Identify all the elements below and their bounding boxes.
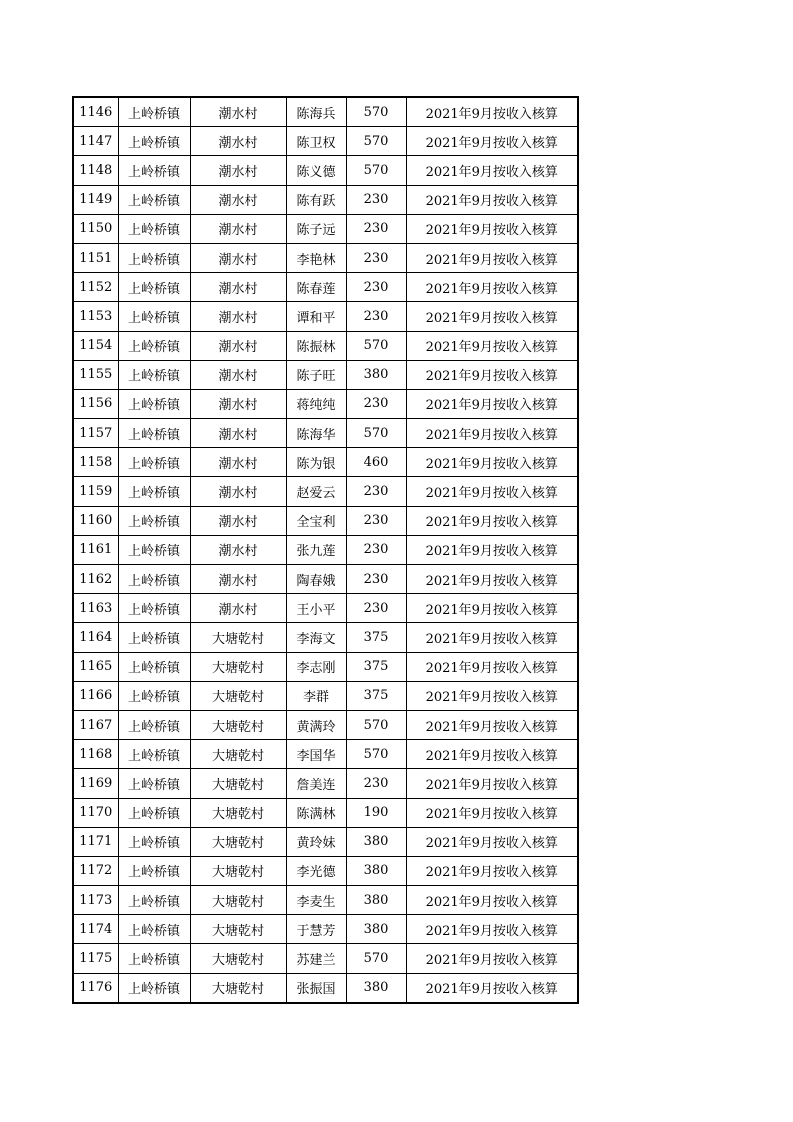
- table-row: [73, 798, 578, 827]
- name-cell: 全宝利: [286, 506, 346, 535]
- note-cell: 2021年9月按收入核算: [406, 652, 578, 681]
- table-row: [73, 389, 578, 418]
- town-cell: 上岭桥镇: [118, 681, 190, 710]
- name-cell: 陈振林: [286, 331, 346, 360]
- amount-cell: 190: [346, 798, 406, 827]
- amount-cell: 570: [346, 127, 406, 156]
- village-cell: 大塘乾村: [190, 769, 286, 798]
- note-cell: 2021年9月按收入核算: [406, 506, 578, 535]
- town-cell: 上岭桥镇: [118, 710, 190, 739]
- subsidy-table: [72, 96, 579, 1004]
- village-cell: 大塘乾村: [190, 740, 286, 769]
- town-cell: 上岭桥镇: [118, 243, 190, 272]
- village-cell: 潮水村: [190, 185, 286, 214]
- name-cell: 张九莲: [286, 535, 346, 564]
- amount-cell: 230: [346, 565, 406, 594]
- note-cell: 2021年9月按收入核算: [406, 740, 578, 769]
- row-number-cell: 1167: [73, 710, 118, 739]
- row-number-cell: 1165: [73, 652, 118, 681]
- amount-cell: 230: [346, 477, 406, 506]
- note-cell: 2021年9月按收入核算: [406, 419, 578, 448]
- amount-cell: 570: [346, 740, 406, 769]
- row-number-cell: 1166: [73, 681, 118, 710]
- amount-cell: 375: [346, 681, 406, 710]
- town-cell: 上岭桥镇: [118, 886, 190, 915]
- row-number-cell: 1152: [73, 273, 118, 302]
- table-row: [73, 214, 578, 243]
- village-cell: 潮水村: [190, 97, 286, 127]
- row-number-cell: 1154: [73, 331, 118, 360]
- town-cell: 上岭桥镇: [118, 623, 190, 652]
- amount-cell: 230: [346, 243, 406, 272]
- row-number-cell: 1176: [73, 973, 118, 1003]
- town-cell: 上岭桥镇: [118, 827, 190, 856]
- town-cell: 上岭桥镇: [118, 273, 190, 302]
- name-cell: 苏建兰: [286, 944, 346, 973]
- village-cell: 潮水村: [190, 419, 286, 448]
- note-cell: 2021年9月按收入核算: [406, 302, 578, 331]
- town-cell: 上岭桥镇: [118, 477, 190, 506]
- amount-cell: 380: [346, 886, 406, 915]
- table-row: [73, 302, 578, 331]
- row-number-cell: 1170: [73, 798, 118, 827]
- town-cell: 上岭桥镇: [118, 798, 190, 827]
- table-row: [73, 827, 578, 856]
- row-number-cell: 1160: [73, 506, 118, 535]
- row-number-cell: 1155: [73, 360, 118, 389]
- town-cell: 上岭桥镇: [118, 506, 190, 535]
- town-cell: 上岭桥镇: [118, 185, 190, 214]
- row-number-cell: 1163: [73, 594, 118, 623]
- village-cell: 潮水村: [190, 506, 286, 535]
- row-number-cell: 1175: [73, 944, 118, 973]
- table-row: [73, 360, 578, 389]
- village-cell: 潮水村: [190, 594, 286, 623]
- village-cell: 潮水村: [190, 360, 286, 389]
- table-body: [73, 97, 578, 1003]
- table-row: [73, 623, 578, 652]
- note-cell: 2021年9月按收入核算: [406, 127, 578, 156]
- name-cell: 黄玲妹: [286, 827, 346, 856]
- village-cell: 潮水村: [190, 389, 286, 418]
- name-cell: 黄满玲: [286, 710, 346, 739]
- name-cell: 陈海兵: [286, 97, 346, 127]
- name-cell: 陈义德: [286, 156, 346, 185]
- village-cell: 大塘乾村: [190, 798, 286, 827]
- village-cell: 大塘乾村: [190, 915, 286, 944]
- row-number-cell: 1151: [73, 243, 118, 272]
- note-cell: 2021年9月按收入核算: [406, 944, 578, 973]
- name-cell: 于慧芳: [286, 915, 346, 944]
- name-cell: 李艳林: [286, 243, 346, 272]
- note-cell: 2021年9月按收入核算: [406, 156, 578, 185]
- village-cell: 大塘乾村: [190, 652, 286, 681]
- amount-cell: 375: [346, 652, 406, 681]
- name-cell: 赵爱云: [286, 477, 346, 506]
- town-cell: 上岭桥镇: [118, 652, 190, 681]
- table-row: [73, 97, 578, 127]
- note-cell: 2021年9月按收入核算: [406, 243, 578, 272]
- row-number-cell: 1153: [73, 302, 118, 331]
- amount-cell: 230: [346, 185, 406, 214]
- name-cell: 陶春娥: [286, 565, 346, 594]
- amount-cell: 570: [346, 156, 406, 185]
- table-row: [73, 243, 578, 272]
- name-cell: 李志刚: [286, 652, 346, 681]
- table-row: [73, 681, 578, 710]
- note-cell: 2021年9月按收入核算: [406, 331, 578, 360]
- note-cell: 2021年9月按收入核算: [406, 477, 578, 506]
- amount-cell: 570: [346, 944, 406, 973]
- amount-cell: 230: [346, 273, 406, 302]
- table-row: [73, 448, 578, 477]
- amount-cell: 230: [346, 302, 406, 331]
- name-cell: 李麦生: [286, 886, 346, 915]
- note-cell: 2021年9月按收入核算: [406, 535, 578, 564]
- amount-cell: 230: [346, 535, 406, 564]
- table-row: [73, 710, 578, 739]
- note-cell: 2021年9月按收入核算: [406, 360, 578, 389]
- amount-cell: 230: [346, 769, 406, 798]
- table-row: [73, 535, 578, 564]
- note-cell: 2021年9月按收入核算: [406, 273, 578, 302]
- village-cell: 大塘乾村: [190, 827, 286, 856]
- note-cell: 2021年9月按收入核算: [406, 827, 578, 856]
- amount-cell: 460: [346, 448, 406, 477]
- note-cell: 2021年9月按收入核算: [406, 97, 578, 127]
- amount-cell: 570: [346, 97, 406, 127]
- name-cell: 李光德: [286, 856, 346, 885]
- town-cell: 上岭桥镇: [118, 214, 190, 243]
- village-cell: 潮水村: [190, 156, 286, 185]
- town-cell: 上岭桥镇: [118, 360, 190, 389]
- village-cell: 潮水村: [190, 273, 286, 302]
- table-row: [73, 769, 578, 798]
- row-number-cell: 1157: [73, 419, 118, 448]
- note-cell: 2021年9月按收入核算: [406, 389, 578, 418]
- amount-cell: 380: [346, 856, 406, 885]
- village-cell: 潮水村: [190, 331, 286, 360]
- table-row: [73, 156, 578, 185]
- village-cell: 大塘乾村: [190, 623, 286, 652]
- row-number-cell: 1162: [73, 565, 118, 594]
- village-cell: 潮水村: [190, 243, 286, 272]
- village-cell: 大塘乾村: [190, 973, 286, 1003]
- village-cell: 大塘乾村: [190, 710, 286, 739]
- village-cell: 潮水村: [190, 565, 286, 594]
- name-cell: 王小平: [286, 594, 346, 623]
- name-cell: 詹美连: [286, 769, 346, 798]
- table-row: [73, 273, 578, 302]
- town-cell: 上岭桥镇: [118, 156, 190, 185]
- row-number-cell: 1146: [73, 97, 118, 127]
- table-row: [73, 886, 578, 915]
- note-cell: 2021年9月按收入核算: [406, 973, 578, 1003]
- amount-cell: 380: [346, 915, 406, 944]
- town-cell: 上岭桥镇: [118, 915, 190, 944]
- town-cell: 上岭桥镇: [118, 944, 190, 973]
- table-row: [73, 915, 578, 944]
- table-row: [73, 652, 578, 681]
- row-number-cell: 1159: [73, 477, 118, 506]
- amount-cell: 230: [346, 594, 406, 623]
- row-number-cell: 1164: [73, 623, 118, 652]
- village-cell: 潮水村: [190, 127, 286, 156]
- amount-cell: 230: [346, 506, 406, 535]
- village-cell: 潮水村: [190, 535, 286, 564]
- table-row: [73, 477, 578, 506]
- row-number-cell: 1161: [73, 535, 118, 564]
- name-cell: 陈满林: [286, 798, 346, 827]
- name-cell: 陈子远: [286, 214, 346, 243]
- town-cell: 上岭桥镇: [118, 448, 190, 477]
- town-cell: 上岭桥镇: [118, 740, 190, 769]
- note-cell: 2021年9月按收入核算: [406, 448, 578, 477]
- row-number-cell: 1168: [73, 740, 118, 769]
- name-cell: 陈卫权: [286, 127, 346, 156]
- table-row: [73, 856, 578, 885]
- table-row: [73, 419, 578, 448]
- name-cell: 张振国: [286, 973, 346, 1003]
- name-cell: 陈春莲: [286, 273, 346, 302]
- table-row: [73, 594, 578, 623]
- village-cell: 大塘乾村: [190, 681, 286, 710]
- table-row: [73, 127, 578, 156]
- town-cell: 上岭桥镇: [118, 973, 190, 1003]
- amount-cell: 380: [346, 360, 406, 389]
- village-cell: 大塘乾村: [190, 944, 286, 973]
- amount-cell: 570: [346, 419, 406, 448]
- table-row: [73, 740, 578, 769]
- village-cell: 潮水村: [190, 302, 286, 331]
- row-number-cell: 1148: [73, 156, 118, 185]
- row-number-cell: 1169: [73, 769, 118, 798]
- town-cell: 上岭桥镇: [118, 856, 190, 885]
- town-cell: 上岭桥镇: [118, 389, 190, 418]
- amount-cell: 230: [346, 389, 406, 418]
- note-cell: 2021年9月按收入核算: [406, 594, 578, 623]
- row-number-cell: 1147: [73, 127, 118, 156]
- town-cell: 上岭桥镇: [118, 419, 190, 448]
- note-cell: 2021年9月按收入核算: [406, 798, 578, 827]
- row-number-cell: 1156: [73, 389, 118, 418]
- village-cell: 潮水村: [190, 477, 286, 506]
- name-cell: 李海文: [286, 623, 346, 652]
- table-row: [73, 506, 578, 535]
- name-cell: 陈子旺: [286, 360, 346, 389]
- name-cell: 谭和平: [286, 302, 346, 331]
- name-cell: 蒋纯纯: [286, 389, 346, 418]
- town-cell: 上岭桥镇: [118, 331, 190, 360]
- name-cell: 李群: [286, 681, 346, 710]
- amount-cell: 380: [346, 827, 406, 856]
- village-cell: 大塘乾村: [190, 856, 286, 885]
- amount-cell: 380: [346, 973, 406, 1003]
- amount-cell: 375: [346, 623, 406, 652]
- name-cell: 陈为银: [286, 448, 346, 477]
- row-number-cell: 1158: [73, 448, 118, 477]
- amount-cell: 570: [346, 710, 406, 739]
- note-cell: 2021年9月按收入核算: [406, 856, 578, 885]
- village-cell: 潮水村: [190, 448, 286, 477]
- note-cell: 2021年9月按收入核算: [406, 565, 578, 594]
- table-row: [73, 944, 578, 973]
- amount-cell: 570: [346, 331, 406, 360]
- row-number-cell: 1172: [73, 856, 118, 885]
- note-cell: 2021年9月按收入核算: [406, 710, 578, 739]
- town-cell: 上岭桥镇: [118, 127, 190, 156]
- note-cell: 2021年9月按收入核算: [406, 185, 578, 214]
- note-cell: 2021年9月按收入核算: [406, 681, 578, 710]
- table-row: [73, 331, 578, 360]
- row-number-cell: 1173: [73, 886, 118, 915]
- village-cell: 潮水村: [190, 214, 286, 243]
- table-row: [73, 565, 578, 594]
- table-row: [73, 185, 578, 214]
- note-cell: 2021年9月按收入核算: [406, 769, 578, 798]
- note-cell: 2021年9月按收入核算: [406, 214, 578, 243]
- note-cell: 2021年9月按收入核算: [406, 886, 578, 915]
- town-cell: 上岭桥镇: [118, 97, 190, 127]
- town-cell: 上岭桥镇: [118, 565, 190, 594]
- town-cell: 上岭桥镇: [118, 535, 190, 564]
- name-cell: 陈有跃: [286, 185, 346, 214]
- village-cell: 大塘乾村: [190, 886, 286, 915]
- row-number-cell: 1149: [73, 185, 118, 214]
- row-number-cell: 1174: [73, 915, 118, 944]
- name-cell: 陈海华: [286, 419, 346, 448]
- town-cell: 上岭桥镇: [118, 769, 190, 798]
- town-cell: 上岭桥镇: [118, 594, 190, 623]
- amount-cell: 230: [346, 214, 406, 243]
- town-cell: 上岭桥镇: [118, 302, 190, 331]
- note-cell: 2021年9月按收入核算: [406, 915, 578, 944]
- name-cell: 李国华: [286, 740, 346, 769]
- row-number-cell: 1150: [73, 214, 118, 243]
- table-row: [73, 973, 578, 1003]
- row-number-cell: 1171: [73, 827, 118, 856]
- note-cell: 2021年9月按收入核算: [406, 623, 578, 652]
